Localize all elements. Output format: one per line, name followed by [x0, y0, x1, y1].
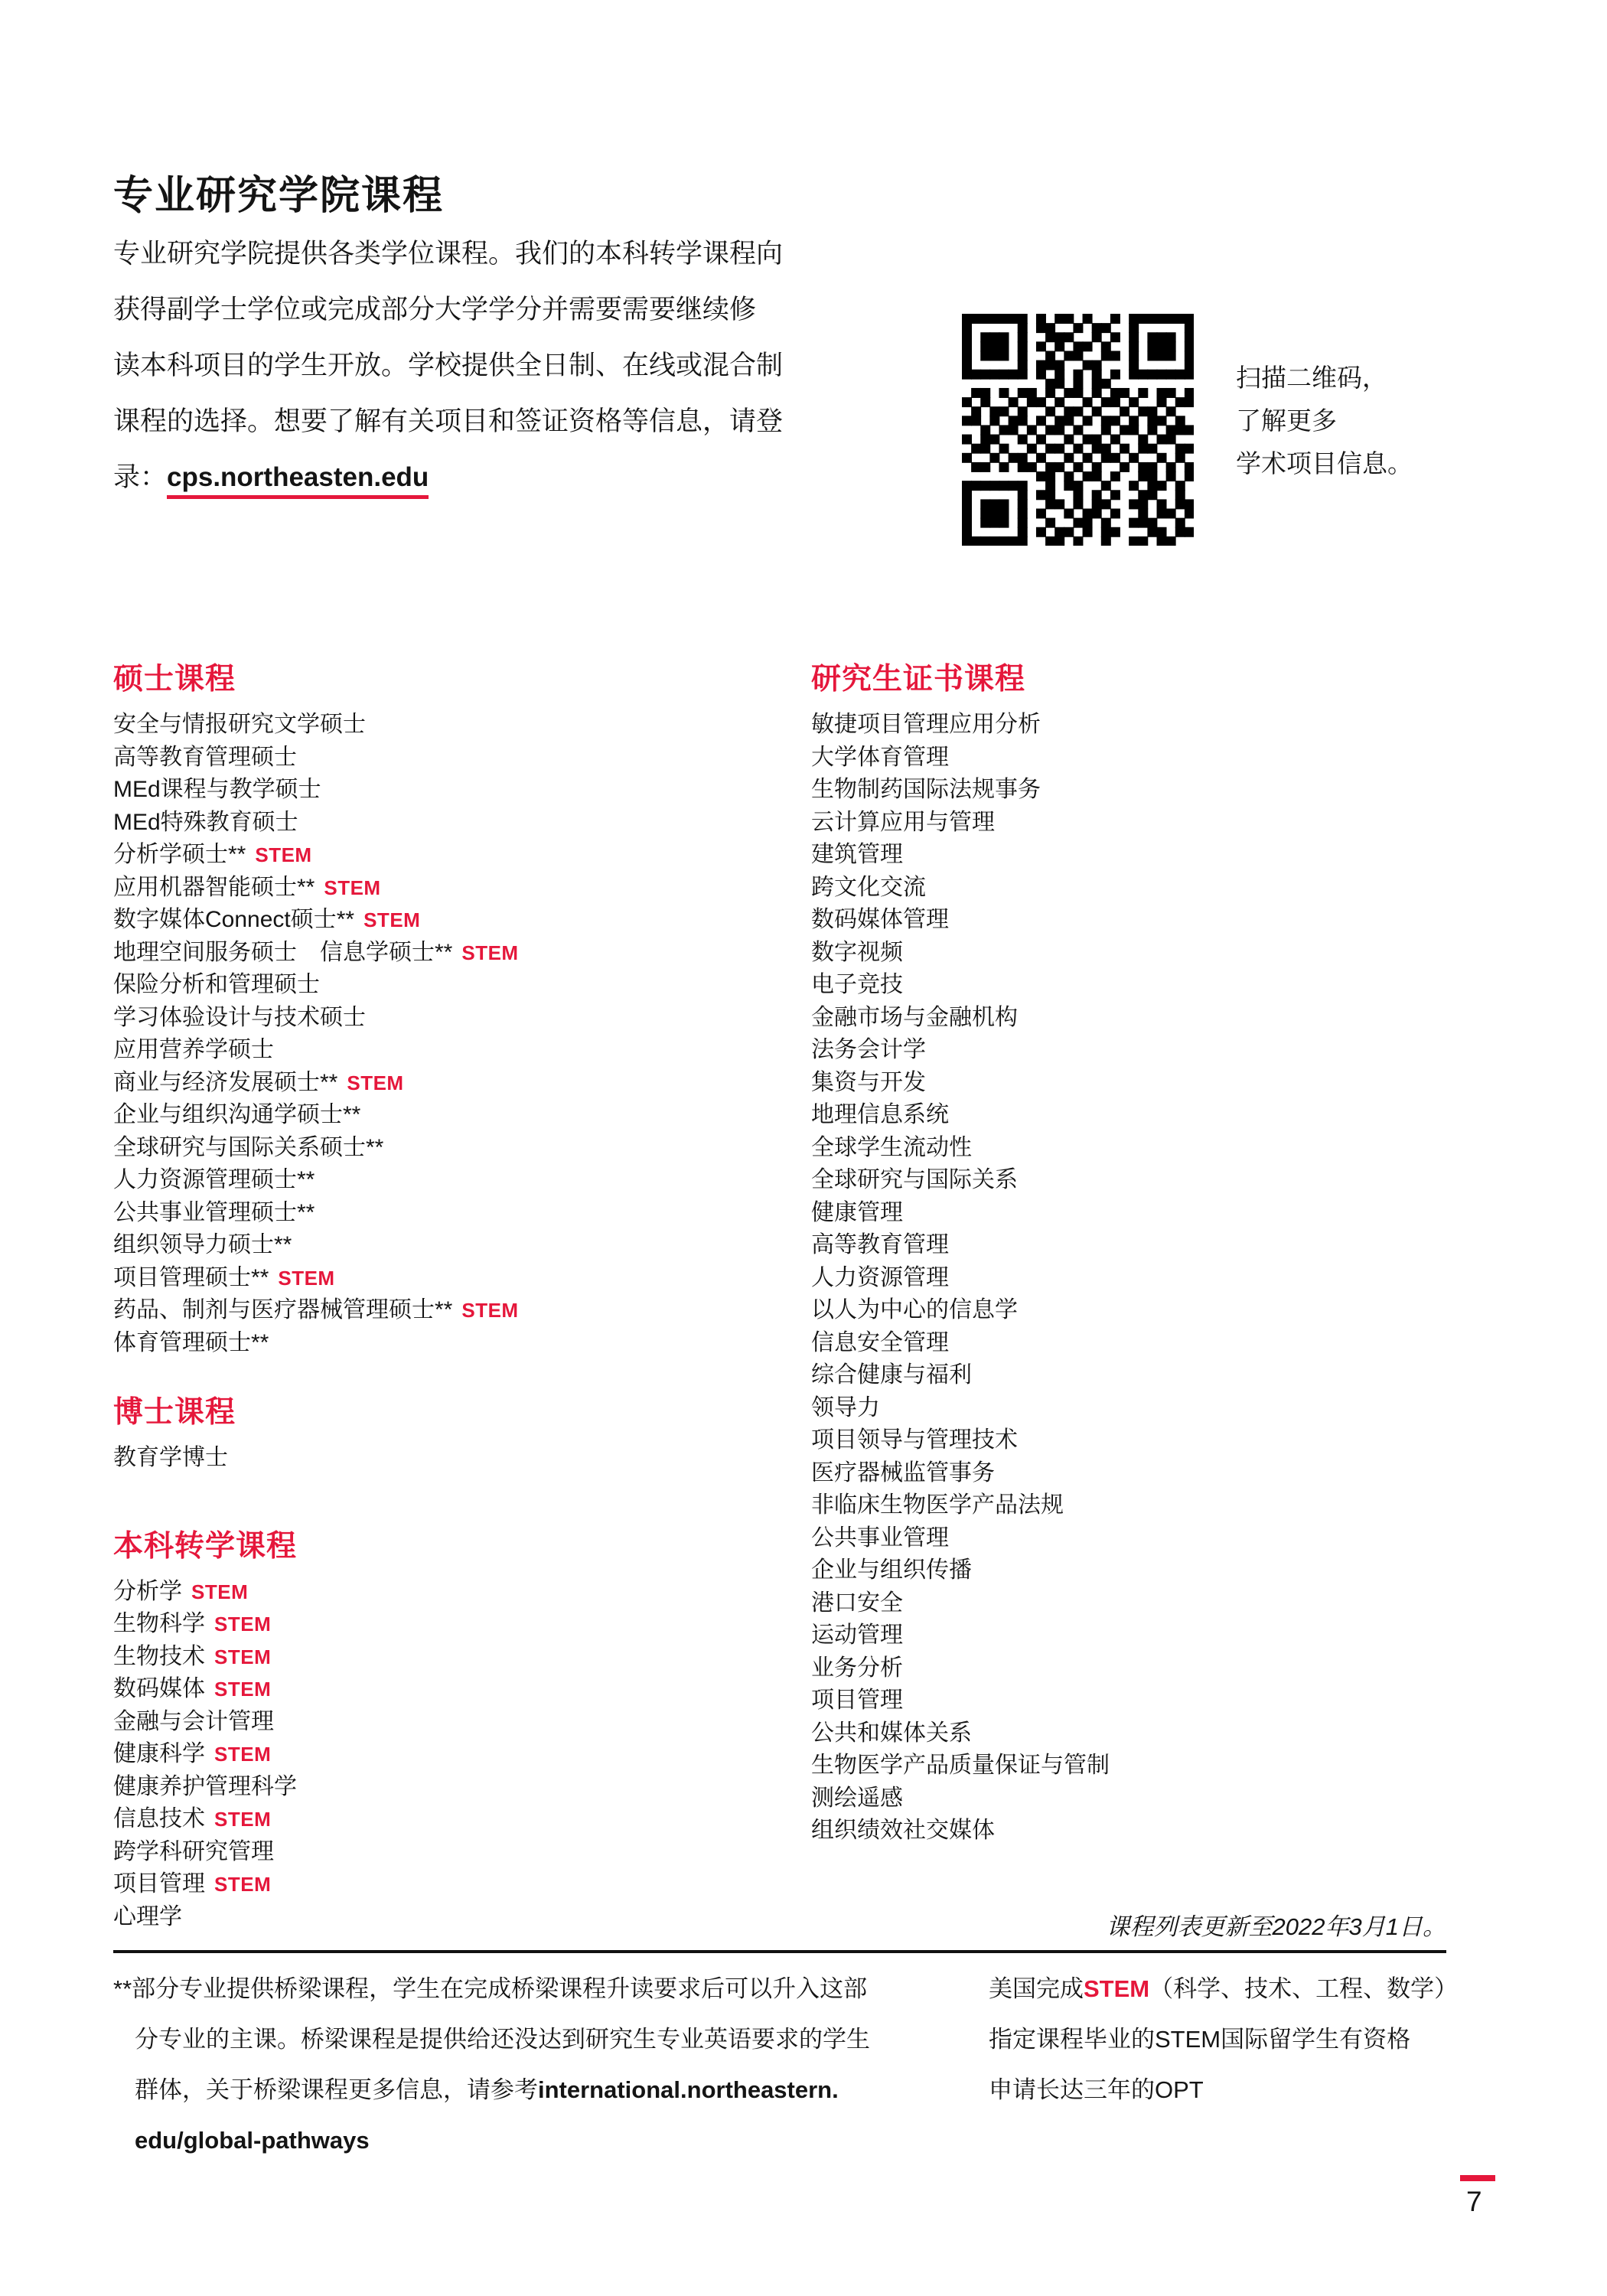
- section-doctoral: [113, 1388, 794, 1475]
- program-item: 生物技术 STEM: [113, 1643, 272, 1669]
- program-item: 保险分析和管理硕士: [113, 972, 320, 997]
- stem-badge: STEM: [214, 1645, 272, 1668]
- program-item: 健康科学 STEM: [113, 1741, 272, 1766]
- footnote-line: edu/global-pathways: [135, 2127, 370, 2154]
- footnote-line: 申请长达三年的OPT: [989, 2076, 1204, 2103]
- program-item: 跨学科研究管理: [113, 1838, 274, 1864]
- program-item: 应用营养学硕士: [113, 1037, 274, 1062]
- section-masters: [113, 655, 794, 1359]
- program-item: 分析学 STEM: [113, 1578, 249, 1604]
- qr-caption: [1236, 357, 1413, 485]
- undergrad-transfer-list: [113, 1576, 794, 1934]
- stem-badge: STEM: [255, 843, 312, 866]
- stem-opt-footnote: [989, 1964, 1593, 2115]
- program-item: 全球学生流动性: [811, 1134, 972, 1160]
- program-item: 安全与情报研究文学硕士: [113, 712, 366, 737]
- program-item: 信息安全管理: [811, 1329, 949, 1355]
- intro-link-prefix: 录：: [113, 462, 168, 492]
- stem-badge: STEM: [278, 1266, 335, 1290]
- program-item: 运动管理: [811, 1623, 903, 1648]
- program-item: 测绘遥感: [811, 1785, 903, 1811]
- section-grad-certificates: [811, 655, 1515, 1848]
- program-item: 公共事业管理硕士**: [113, 1199, 315, 1225]
- intro-line: 读本科项目的学生开放。学校提供全日制、在线或混合制: [113, 351, 784, 380]
- stem-badge: STEM: [214, 1743, 272, 1766]
- section-heading-grad-certificates: 研究生证书课程: [811, 663, 1026, 696]
- program-item: 教育学博士: [113, 1445, 228, 1470]
- program-item: 企业与组织沟通学硕士**: [113, 1102, 361, 1127]
- program-item: 生物医学产品质量保证与管制: [811, 1753, 1110, 1778]
- program-item: 全球研究与国际关系: [811, 1167, 1018, 1192]
- program-item: MEd特殊教育硕士: [113, 809, 298, 835]
- program-item: 地理信息系统: [811, 1102, 949, 1127]
- update-note: 课程列表更新至2022年3月1日。: [1106, 1913, 1446, 1940]
- program-item: 建筑管理: [811, 842, 903, 867]
- intro-line: 课程的选择。想要了解有关项目和签证资格等信息，请登: [113, 406, 784, 436]
- program-item: 生物科学 STEM: [113, 1611, 272, 1636]
- qr-caption-line: 学术项目信息。: [1236, 449, 1413, 478]
- stem-badge: STEM: [214, 1808, 272, 1831]
- program-item: 生物制药国际法规事务: [811, 777, 1041, 802]
- program-item: 数字视频: [811, 939, 903, 965]
- program-item: 体育管理硕士**: [113, 1329, 269, 1355]
- page-number-dash: [1460, 2175, 1495, 2181]
- program-item: 金融与会计管理: [113, 1708, 274, 1734]
- program-item: 综合健康与福利: [811, 1362, 972, 1388]
- program-item: 健康管理: [811, 1199, 903, 1225]
- divider: [113, 1950, 1446, 1953]
- stem-badge: STEM: [214, 1678, 272, 1701]
- section-undergrad-transfer: [113, 1522, 794, 1934]
- intro-login-line: [113, 449, 940, 505]
- right-column: [811, 655, 1515, 1848]
- masters-list: [113, 709, 794, 1359]
- program-item: 项目管理硕士** STEM: [113, 1264, 335, 1290]
- stem-badge: STEM: [214, 1873, 272, 1896]
- qr-code: [962, 314, 1194, 546]
- program-item: MEd课程与教学硕士: [113, 777, 321, 802]
- program-item: 港口安全: [811, 1590, 903, 1616]
- program-item: 领导力: [811, 1394, 880, 1420]
- program-item: 组织绩效社交媒体: [811, 1818, 995, 1843]
- program-item: 项目管理 STEM: [113, 1871, 272, 1896]
- intro-line: 获得副学士学位或完成部分大学学分并需要需要继续修: [113, 295, 757, 325]
- bridge-footnote: [113, 1964, 909, 2166]
- intro-line: 专业研究学院提供各类学位课程。我们的本科转学课程向: [113, 239, 784, 269]
- program-item: 地理空间服务硕士 信息学硕士** STEM: [113, 939, 519, 965]
- program-item: 金融市场与金融机构: [811, 1004, 1018, 1030]
- program-item: 分析学硕士** STEM: [113, 842, 312, 867]
- grad-certificates-list: [811, 709, 1515, 1848]
- program-item: 全球研究与国际关系硕士**: [113, 1134, 384, 1160]
- qr-caption-line: 了解更多: [1236, 406, 1337, 435]
- program-item: 高等教育管理硕士: [113, 744, 297, 770]
- intro-paragraph: [113, 226, 940, 505]
- program-item: 敏捷项目管理应用分析: [811, 712, 1041, 737]
- left-column: [113, 655, 794, 1933]
- program-item: 法务会计学: [811, 1037, 926, 1062]
- program-item: 大学体育管理: [811, 744, 949, 770]
- program-item: 非临床生物医学产品法规: [811, 1492, 1064, 1518]
- stem-badge: STEM: [347, 1071, 404, 1094]
- doctoral-list: [113, 1442, 794, 1475]
- program-item: 项目领导与管理技术: [811, 1427, 1018, 1453]
- page-title: 专业研究学院课程: [113, 173, 445, 218]
- cps-link[interactable]: cps.northeasten.edu: [167, 462, 429, 499]
- stem-badge: STEM: [461, 941, 519, 964]
- qr-caption-line: 扫描二维码，: [1236, 364, 1387, 392]
- program-item: 高等教育管理: [811, 1232, 949, 1257]
- intro-lines: [113, 226, 940, 449]
- stem-badge: STEM: [214, 1613, 272, 1636]
- program-item: 商业与经济发展硕士** STEM: [113, 1069, 404, 1095]
- program-item: 医疗器械监管事务: [811, 1459, 995, 1486]
- footnote-line: 分专业的主课。桥梁课程是提供给还没达到研究生专业英语要求的学生: [135, 2026, 870, 2053]
- stem-badge: STEM: [191, 1580, 249, 1603]
- program-item: 云计算应用与管理: [811, 809, 995, 835]
- program-item: 人力资源管理: [811, 1264, 949, 1290]
- program-item: 公共事业管理: [811, 1525, 949, 1551]
- program-item: 数字媒体Connect硕士** STEM: [113, 907, 421, 932]
- footnote-line: 指定课程毕业的STEM国际留学生有资格: [989, 2026, 1411, 2053]
- program-item: 业务分析: [811, 1655, 903, 1681]
- program-item: 企业与组织传播: [811, 1557, 972, 1583]
- program-item: 电子竞技: [811, 972, 903, 997]
- program-item: 跨文化交流: [811, 874, 926, 900]
- program-item: 心理学: [113, 1903, 182, 1929]
- program-item: 公共和媒体关系: [811, 1720, 972, 1746]
- program-item: 学习体验设计与技术硕士: [113, 1004, 366, 1030]
- footnote-line: **部分专业提供桥梁课程，学生在完成桥梁课程升读要求后可以升入这部: [113, 1975, 868, 2002]
- program-item: 健康养护管理科学: [113, 1773, 297, 1799]
- program-item: 应用机器智能硕士** STEM: [113, 874, 381, 900]
- stem-badge: STEM: [363, 908, 421, 931]
- program-item: 人力资源管理硕士**: [113, 1167, 315, 1192]
- program-item: 项目管理: [811, 1688, 903, 1713]
- page-number: 7: [1466, 2186, 1482, 2217]
- program-item: 集资与开发: [811, 1069, 926, 1095]
- program-item: 数码媒体管理: [811, 907, 949, 932]
- stem-badge: STEM: [324, 876, 381, 899]
- section-heading-doctoral: 博士课程: [113, 1396, 236, 1429]
- program-item: 组织领导力硕士**: [113, 1232, 292, 1257]
- program-item: 药品、制剂与医疗器械管理硕士** STEM: [113, 1297, 519, 1322]
- program-item: 以人为中心的信息学: [811, 1297, 1018, 1322]
- footnote-line: 群体，关于桥梁课程更多信息，请参考international.northeastern.: [135, 2076, 839, 2103]
- section-heading-undergrad-transfer: 本科转学课程: [113, 1529, 298, 1563]
- stem-badge: STEM: [461, 1299, 519, 1322]
- footnote-line: 美国完成STEM（科学、技术、工程、数学）: [989, 1975, 1459, 2002]
- program-item: 数码媒体 STEM: [113, 1676, 272, 1701]
- section-heading-masters: 硕士课程: [113, 663, 236, 696]
- program-item: 信息技术 STEM: [113, 1806, 272, 1831]
